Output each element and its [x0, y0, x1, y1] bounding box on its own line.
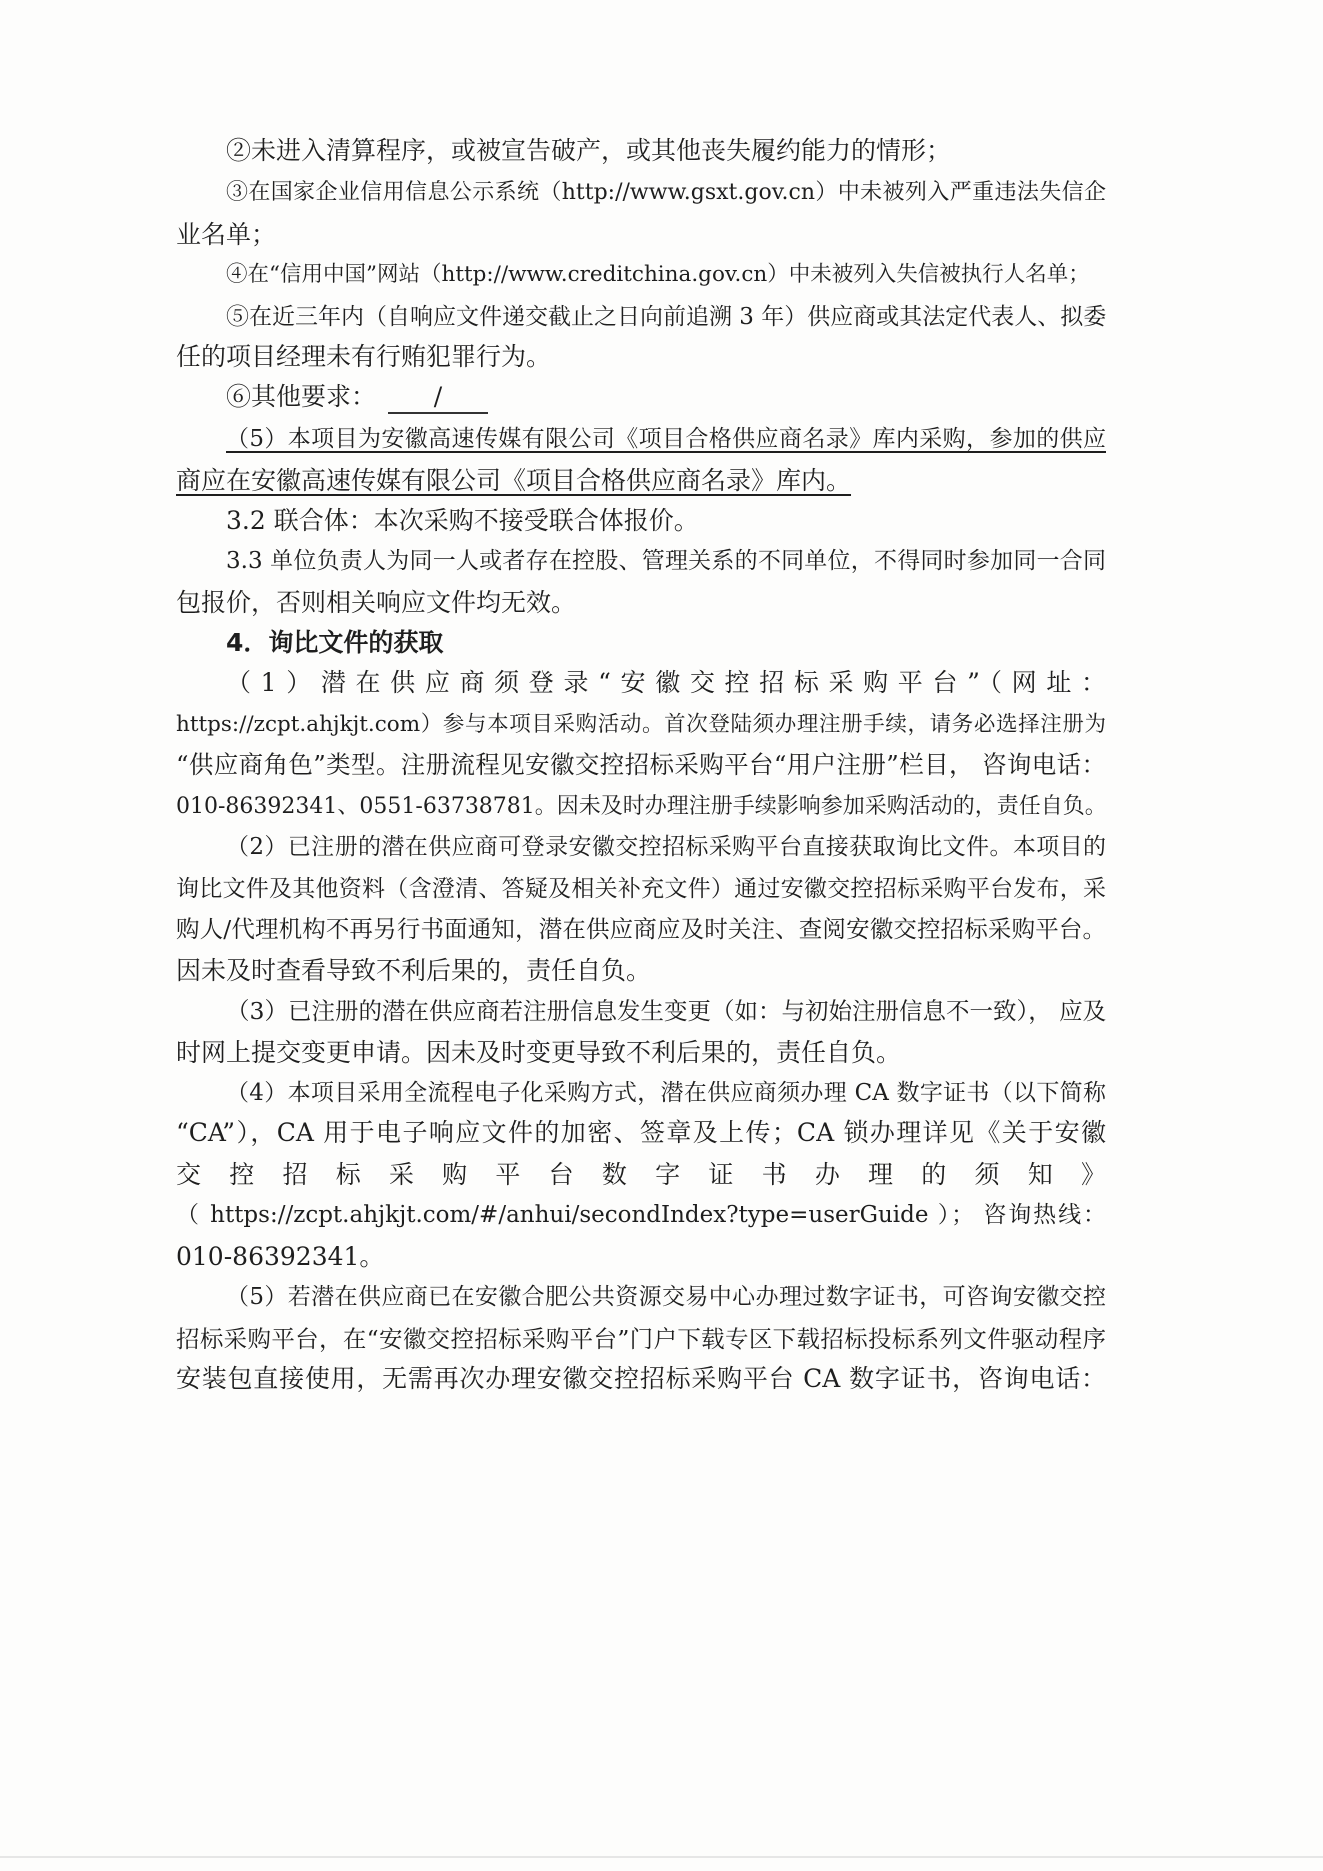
text-line: （5）若潜在供应商已在安徽合肥公共资源交易中心办理过数字证书，可咨询安徽交控	[226, 1284, 1106, 1310]
text-line: 安装包直接使用，无需再次办理安徽交控招标采购平台 CA 数字证书，咨询电话：	[176, 1364, 1106, 1393]
underlined-text-line: 商应在安徽高速传媒有限公司《项目合格供应商名录》库内。	[176, 466, 852, 495]
text-line: ③在国家企业信用信息公示系统（http://www.gsxt.gov.cn）中未被列入严重违法失信企	[226, 180, 1106, 205]
text-line: 包报价，否则相关响应文件均无效。	[176, 588, 577, 617]
text-line: “供应商角色”类型。注册流程见安徽交控招标采购平台“用户注册”栏目， 咨询电话：	[176, 750, 1106, 779]
text-line: 购人/代理机构不再另行书面通知，潜在供应商应及时关注、查阅安徽交控招标采购平台。	[176, 915, 1106, 943]
text-line: 询比文件及其他资料（含澄清、答疑及相关补充文件）通过安徽交控招标采购平台发布，采	[176, 876, 1106, 902]
text-line: 因未及时查看导致不利后果的，责任自负。	[176, 956, 652, 985]
text-line: ②未进入清算程序，或被宣告破产，或其他丧失履约能力的情形；	[226, 136, 952, 165]
text-line: 业名单；	[176, 220, 277, 249]
text-line: “CA”），CA 用于电子响应文件的加密、签章及上传；CA 锁办理详见《关于安徽	[176, 1118, 1106, 1147]
scan-edge-line	[0, 1856, 1323, 1858]
text-line: （3）已注册的潜在供应商若注册信息发生变更（如：与初始注册信息不一致）， 应及	[226, 997, 1107, 1025]
section-heading: 4．询比文件的获取	[226, 628, 444, 657]
text-line: 3.2 联合体：本次采购不接受联合体报价。	[226, 506, 699, 535]
text-line: 交控招标采购平台数字证书办理的须知》	[176, 1160, 1106, 1189]
text-line: （1）潜在供应商须登录“安徽交控招标采购平台”（网址：	[226, 668, 1106, 697]
text-line: 任的项目经理未有行贿犯罪行为。	[176, 342, 552, 371]
text-line: ⑤在近三年内（自响应文件递交截止之日向前追溯 3 年）供应商或其法定代表人、拟委	[226, 304, 1107, 330]
text-line: 010-86392341、0551-63738781。因未及时办理注册手续影响参加采购活动的，责任自负。	[176, 794, 1107, 819]
text-line: https://zcpt.ahjkjt.com）参与本项目采购活动。首次登陆须办理注册手续，请务必选择注册为	[176, 712, 1106, 737]
other-requirements-line	[226, 378, 1106, 416]
text-line: ④在“信用中国”网站（http://www.creditchina.gov.cn）中未被列入失信被执行人名单；	[226, 262, 1090, 287]
blank-field: /	[388, 382, 488, 414]
text-line: 010-86392341。	[176, 1242, 385, 1271]
text-line: 时网上提交变更申请。因未及时变更导致不利后果的，责任自负。	[176, 1038, 902, 1067]
underlined-text-line: （5）本项目为安徽高速传媒有限公司《项目合格供应商名录》库内采购，参加的供应	[226, 426, 1106, 452]
text-line: （ https://zcpt.ahjkjt.com/#/anhui/secondIndex?type=userGuide ）； 咨询热线：	[176, 1202, 1106, 1228]
text-line: （4）本项目采用全流程电子化采购方式，潜在供应商须办理 CA 数字证书（以下简称	[226, 1080, 1106, 1106]
other-requirements-label: ⑥其他要求：	[226, 382, 377, 411]
text-line: 3.3 单位负责人为同一人或者存在控股、管理关系的不同单位，不得同时参加同一合同	[226, 548, 1106, 574]
text-line: 招标采购平台，在“安徽交控招标采购平台”门户下载专区下载招标投标系列文件驱动程序	[176, 1325, 1106, 1353]
text-line: （2）已注册的潜在供应商可登录安徽交控招标采购平台直接获取询比文件。本项目的	[226, 834, 1106, 860]
